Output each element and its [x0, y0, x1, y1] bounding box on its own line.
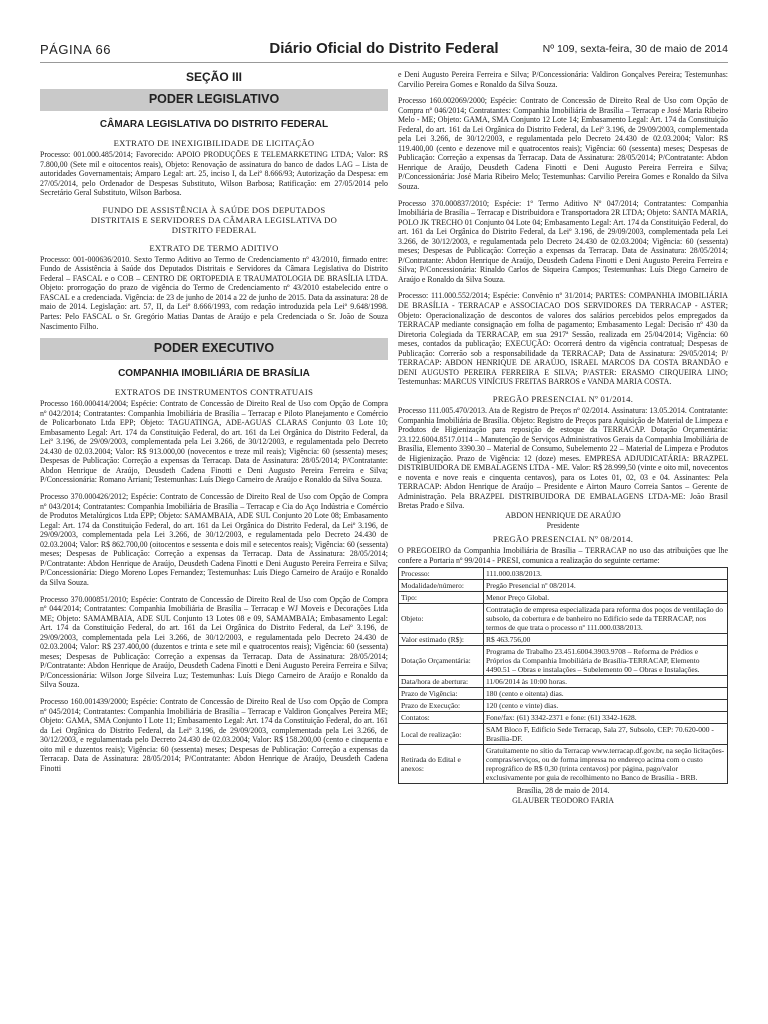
pregao-08-table	[398, 567, 728, 784]
camara-heading: CÂMARA LEGISLATIVA DO DISTRITO FEDERAL	[99, 119, 329, 130]
pregao-08-title: PREGÃO PRESENCIAL Nº 08/2014.	[492, 534, 634, 545]
right-column	[398, 70, 728, 805]
table-value-cell: R$ 463.756,00	[484, 634, 728, 646]
table-value-cell: SAM Bloco F, Edifício Sede Terracap, Sala 27, Subsolo, CEP: 70.620-000 - Brasília-DF.	[484, 724, 728, 745]
table-value-cell: Contratação de empresa especializada para reforma dos poços de ventilação do subsolo, da cobertura e de banheiro no Edifício sede da TERRACAP, nos termos de que trata o processo nº 111.000.038/2013.	[484, 604, 728, 634]
table-row	[399, 745, 728, 784]
date-line: Brasília, 28 de maio de 2014.	[516, 786, 610, 796]
pregao-01-text: Processo 111.005.470/2013. Ata de Registro de Preços nº 02/2014. Assinatura: 13.05.2014. Contratante: Companhia Imobiliária de Brasília. Objeto: Registro de Preços para Aquisição de Material de Limpeza e Produtos de Higienização para reposição de estoque da TERRACAP. Dotação Orçamentária: 23.122.6004.8517.0114 – Manutenção de Serviços Administrativos Gerais da Companhia Imobiliária de Brasília, Elemento 3390.30 – Material de Consumo, Subelemento 22 – Material de Limpeza e Produtos de Higienização. Prazo de Vigência: 12 (doze) meses. EMPRESA ADJUDICATÁRIA: BRAZPEL DISTRIBUIDORA DE EMBALAGENS LTDA - ME. Valor: R$ 28.999,50 (vinte e oito mil, novecentos e noventa e nove reais e cinquenta centavos), para os Lotes 01, 02, 03 e 04. Assinantes: Pela TERRACAP: Abdon Henrique de Araújo – Presidente e Airton Mauro Correia Santos – Gerente de Administração. Pela BRAZPEL DISTRIBUIDORA DE EMBALAGENS LTDA-ME: João Brasil Bretas Prado e Silva.	[398, 405, 728, 511]
pregao-01-title: PREGÃO PRESENCIAL Nº 01/2014.	[492, 393, 634, 404]
table-value-cell: Programa de Trabalho 23.451.6004.3903.9708 – Reforma de Prédios e Próprios da Companhia Imobiliária de Brasília-TERRACAP, Elemento 4490.51 – Obras e instalações – Subelemento 00 – Obras e Instalações.	[484, 646, 728, 676]
left-column	[40, 70, 388, 780]
table-row	[399, 580, 728, 592]
contract-paragraph: Processo 160.002069/2000; Espécie: Contrato de Concessão de Direito Real de Uso com Opção de Compra nº 046/2014; Contratantes: Companhia Imobiliária de Brasília – Terracap e José Maria Ribeiro Melo - ME; Objeto: GAMA, SMA Conjunto 12 Lote 14; Embasamento Legal: Art. 174 da Constituição Federal, do art. 161 da Lei Orgânica do Distrito Federal, da Leiº 3.196, de 29/09/2003, complementada pela Lei 3.266, de 30/12/2003, e regulamentada pelo Decreto 24.430 de 02.03.2004; Valor: R$ 119.400,00 (cento e dezenove mil e quatrocentos reais); Vigência: 60 (sessenta) meses; Despesas de Publicação: Correção a expensas da Terracap. Data de Assinatura: 28/05/2014; P/Contratante: Abdon Henrique de Araújo, Deusdeth Cadena Finotti e Deni Augusto Pereira Ferreira e Silva; P/Concessionária: José Maria Ribeiro Melo; Testemunhas: Carvilio Pereira Gomes e Ronaldo da Silva Souza.	[398, 96, 728, 192]
page-header	[40, 40, 728, 63]
companhia-heading: COMPANHIA IMOBILIÁRIA DE BRASÍLIA	[118, 368, 310, 380]
table-label-cell: Local de realização:	[399, 724, 484, 745]
table-value-cell: Menor Preço Global.	[484, 592, 728, 604]
convenio-paragraph: Processo: 111.000.552/2014; Espécie: Convênio nº 31/2014; PARTES: COMPANHIA IMOBILIÁRIA DE BRASÍLIA - TERRACAP e ASSOCIACAO DOS SERVIDORES DA TERRACAP - ASTER; Objeto: Operacionalização de descontos de valores dos salários percebidos pelos empregados da TERRACAP mediante consignação em folha de pagamento; Embasamento Legal: Decisão nº 430 da Diretoria Colegiada da TERRACAP, em sua 2917ª Sessão, realizada em 25/04/2014; Vigência: 60 meses, contados da publicação; EXECUÇÃO: Ocorrerá dentro da vigência contratual; Despesas de Publicação: Correrão sob a responsabilidade da TERRACAP; Data de Assinatura: 29/05/2014; P/ TERRACAP: ABDON HENRIQUE DE ARAÚJO, ISRAEL MARCOS DA COSTA BRANDÃO e DENI AUGUSTO PEREIRA FERREIRA E SILVA; P/ASTER: ERASMO CIRQUEIRA LINO; Testemunhas: MARCUS VINÍCIUS FREITAS BARROS e VANDA MARIA COSTA.	[398, 291, 728, 387]
table-value-cell: 180 (cento e oitenta) dias.	[484, 688, 728, 700]
table-label-cell: Tipo:	[399, 592, 484, 604]
contract-paragraph: Processo 370.000837/2010; Espécie: 1º Termo Aditivo Nº 047/2014; Contratantes: Companhia Imobiliária de Brasília – Terracap e Distribuidora e Transportadora 2R LTDA; Objeto: SANTA MARIA, POLO JK TRECHO 01 Conjunto 04 Lote 04; Embasamento Legal: Art. 174 da Constituição Federal, do art. 161 da Lei Orgânica do Distrito Federal, da Leiº 3.196, de 29/09/2003, complementada pela Lei 3.266, de 30/12/2003, e regulamentada pelo Decreto 24.430 de 02.03.2004; Vigência: 60 (sessenta) meses; Despesas de Publicação: Correção a expensas da Terracap. Data de Assinatura: 28/05/2014; P/Contratante: Abdon Henrique de Araújo, Deusdeth Cadena Finotti e Deni Augusto Pereira Ferreira e Silva; P/Concessionária: Rinaldo Carlos de Siqueira Campos; Testemunhas: Luís Diego Carneiro de Araújo e Ronaldo da Silva Souza.	[398, 198, 728, 284]
table-label-cell: Contatos:	[399, 712, 484, 724]
table-label-cell: Modalidade/número:	[399, 580, 484, 592]
pregao-08-intro: O PREGOEIRO da Companhia Imobiliária de Brasília – TERRACAP no uso das atribuições que lhe confere a Portaria nº 99/2014 - PRESI, comunica a realização do seguinte certame:	[398, 546, 728, 565]
table-value-cell: Gratuitamente no sítio da Terracap www.terracap.df.gov.br, na seção licitações-compras/serviços, ou de forma impressa no endereço acima com o custo reprográfico de R$ 0,30 (trinta centavos) por página, pago/valor exclusivamente por guia de recolhimento no Banco de Brasília - BRB.	[484, 745, 728, 784]
section-title: SEÇÃO III	[185, 70, 242, 84]
table-row	[399, 634, 728, 646]
table-label-cell: Retirada do Edital e anexos:	[399, 745, 484, 784]
contract-paragraph: Processo 160.000414/2004; Espécie: Contrato de Concessão de Direito Real de Uso com Opção de Compra nº 042/2014; Contratantes: Companhia Imobiliária de Brasília – Terracap e Piloto Planejamento e Comércio de Policarbonato Ltda EPP; Objeto: TAGUATINGA, ADE-AGUAS CLARAS Conjunto 03 Lote 10; Embasamento Legal: Art. 174 da Constituição Federal, do art. 161 da Lei Orgânica do Distrito Federal, da Leiº 3.196, de 29/09/2003, complementada pela Lei 3.266, de 30/12/2003, e regulamentada pelo Decreto 24.430 de 02.03.2004; Valor: R$ 913.000,00 (novecentos e treze mil reais); Vigência: 60 (sessenta) meses; Despesas de Publicação: Correção a expensas da Terracap. Data de Assinatura: 28/05/2014; P/Contratante: Abdon Henrique de Araújo, Deusdeth Cadena Finotti e Deni Augusto Pereira Ferreira e Silva; P/Concessionária: Romano Arriani; Testemunhas: Luís Diego Carneiro de Araújo e Ronaldo da Silva Souza.	[40, 399, 388, 485]
pregao-01-signer-role: Presidente	[546, 520, 580, 530]
table-label-cell: Processo:	[399, 568, 484, 580]
table-value-cell: 120 (cento e vinte) dias.	[484, 700, 728, 712]
extrato-inexigibilidade-title: EXTRATO DE INEXIGIBILIDADE DE LICITAÇÃO	[113, 138, 315, 148]
table-row	[399, 592, 728, 604]
extratos-instrumentos-title: EXTRATOS DE INSTRUMENTOS CONTRATUAIS	[114, 387, 314, 398]
extrato-termo-aditivo-title: EXTRATO DE TERMO ADITIVO	[149, 242, 279, 253]
table-row	[399, 646, 728, 676]
table-label-cell: Objeto:	[399, 604, 484, 634]
table-row	[399, 688, 728, 700]
contract-paragraph: e Deni Augusto Pereira Ferreira e Silva; P/Concessionária: Valdiron Gonçalves Pereira; Testemunhas: Carvilio Pereira Gomes e Ronaldo da Silva Souza.	[398, 70, 728, 89]
table-row	[399, 724, 728, 745]
table-label-cell: Dotação Orçamentária:	[399, 646, 484, 676]
table-value-cell: 111.000.038/2013.	[484, 568, 728, 580]
table-row	[399, 712, 728, 724]
fundo-heading: FUNDO DE ASSISTÊNCIA À SAÚDE DOS DEPUTADOS DISTRITAIS E SERVIDORES DA CÂMARA LEGISLATIVA DO DISTRITO FEDERAL	[90, 204, 338, 235]
table-value-cell: Fone/fax: (61) 3342-2371 e fone: (61) 3342-1628.	[484, 712, 728, 724]
table-label-cell: Prazo de Execução:	[399, 700, 484, 712]
page-number: PÁGINA 66	[40, 42, 111, 57]
table-label-cell: Prazo de Vigência:	[399, 688, 484, 700]
table-row	[399, 676, 728, 688]
table-value-cell: Pregão Presencial nº 08/2014.	[484, 580, 728, 592]
table-label-cell: Valor estimado (R$):	[399, 634, 484, 646]
table-row	[399, 604, 728, 634]
pregao-01-signer: ABDON HENRIQUE DE ARAÚJO	[505, 510, 621, 520]
extrato-termo-aditivo-text: Processo: 001-000636/2010. Sexto Termo Aditivo ao Termo de Credenciamento nº 43/2010, firmado entre: Fundo de Assistência à Saúde dos Deputados Distritais e Servidores da Câmara Legislativa do Distrito Federal – FASCAL e o COB – CENTRO DE ORTOPEDIA E TRAUMATOLOGIA DE BRASÍLIA LTDA. Objeto: prorrogação do prazo de vigência do Termo de Credenciamento nº 43/2010 estabelecido entre o FASCAL e a credenciada. Vigência: de 23 de junho de 2014 a 22 de junho de 2015. Data da assinatura: 28 de maio de 2014. Legislação: art. 57, II, da Leiº 8.666/1993, com redação introduzida pela Leiº 9.648/1998. Partes: Pelo FASCAL o Sr. Gregório Matias Dantas de Araújo e pela Credenciada o Sr. João de Souza Nascimento Filho.	[40, 254, 388, 331]
table-row	[399, 700, 728, 712]
newspaper-title: Diário Oficial do Distrito Federal	[269, 40, 499, 57]
contract-paragraph: Processo 370.000851/2010; Espécie: Contrato de Concessão de Direito Real de Uso com Opção de Compra nº 044/2014; Contratantes: Companhia Imobiliária de Brasília – Terracap e WJ Moveis e Decorações Ltda ME; Objeto: SAMAMBAIA, ADE SUL Conjunto 13 Lotes 08 e 09, SAMAMBAIA; Embasamento Legal: Art. 174 da Constituição Federal, do art. 161 da Lei Orgânica do Distrito Federal, da Leiº 3.196, de 29/09/2003, complementada pela Lei 3.266, de 30/12/2003, e regulamentada pelo Decreto 24.430 de 02.03.2004; Valor: R$ 237.400,00 (duzentos e trinta e sete mil e quatrocentos reais); Vigência: 60 (sessenta) meses; Despesas de Publicação: Correção a expensas da Terracap. Data de Assinatura: 28/05/2014; P/Contratante: Abdon Henrique de Araújo, Deusdeth Cadena Finotti e Deni Augusto Pereira Ferreira e Silva; P/Concessionária: Wilson Jorge Silveira Luz; Testemunhas: Luís Diego Carneiro de Araújo e Ronaldo da Silva Souza.	[40, 594, 388, 690]
poder-legislativo-heading: PODER LEGISLATIVO	[40, 89, 388, 111]
table-row	[399, 568, 728, 580]
table-value-cell: 11/06/2014 às 10:00 horas.	[484, 676, 728, 688]
poder-executivo-heading: PODER EXECUTIVO	[40, 338, 388, 360]
table-label-cell: Data/hora de abertura:	[399, 676, 484, 688]
edition-info: Nº 109, sexta-feira, 30 de maio de 2014	[542, 43, 728, 55]
extrato-inexigibilidade-text: Processo: 001.000.485/2014; Favorecido: APOIO PRODUÇÕES E TELEMARKETING LTDA; Valor: R$ 7.800,00 (Sete mil e oitocentos reais), Objeto: Renovação de assinatura do banco de dados LAG – Lista de autoridades Governamentais; Amparo Legal: art. 25, inciso I, da Leiº 8.666/93; Autorização da Despesa: em 27/05/2014, pelo Ordenador de Despesas Substituto, Wilson Barbosa; Ratificação: em 27/05/2014 pelo Secretário Geral Substituto, Wilson Barbosa.	[40, 150, 388, 198]
signer-name: GLAUBER TEODORO FARIA	[512, 795, 614, 805]
contract-paragraph: Processo 160.001439/2000; Espécie: Contrato de Concessão de Direito Real de Uso com Opção de Compra nº 045/2014; Contratantes: Companhia Imobiliária de Brasília – Terracap e Valdiron Gonçalves Pereira ME; Objeto: GAMA, SMA Conjunto I Lote 11; Embasamento Legal: Art. 174 da Constituição Federal, do art. 161 da Lei Orgânica do Distrito Federal, da Leiº 3.196, de 29/09/2003, complementada pela Lei 3.266, de 30/12/2003, e regulamentada pelo Decreto 24.430 de 02.03.2004; Valor: R$ 158.200,00 (cento e cinquenta e oito mil e duzentos reais); Vigência: 60 (sessenta) meses; Despesas de Publicação: Correção a expensas da Terracap. Data de Assinatura: 28/05/2014; P/Contratante: Abdon Henrique de Araújo, Deusdeth Cadena Finotti	[40, 696, 388, 773]
contract-paragraph: Processo 370.000426/2012; Espécie: Contrato de Concessão de Direito Real de Uso com Opção de Compra nº 043/2014; Contratantes: Companhia Imobiliária de Brasília – Terracap e Cia do Aço Indústria e Comércio de Produtos Metalúrgicos Ltda EPP; Objeto: SAMAMBAIA, ADE SUL Conjunto 20 Lote 08; Embasamento Legal: Art. 174 da Constituição Federal, do art. 161 da Lei Orgânica do Distrito Federal, da Leiº 3.196, de 29/09/2003, complementada pela Lei 3.266, de 30/12/2003, e regulamentada pelo Decreto 24.430 de 02.03.2004; Valor: R$ 862.700,00 (oitocentos e sessenta e dois mil e setecentos reais); Vigência: 60 (sessenta) meses; Despesas de Publicação: Correção a expensas da Terracap. Data de Assinatura: 28/05/2014; P/Contratante: Abdon Henrique de Araújo, Deusdeth Cadena Finotti e Deni Augusto Pereira Ferreira e Silva; P/Concessionária: Diego Moreno Lopes Fernandez; Testemunhas: Luís Diego Carneiro de Araújo e Ronaldo da Silva Souza.	[40, 492, 388, 587]
